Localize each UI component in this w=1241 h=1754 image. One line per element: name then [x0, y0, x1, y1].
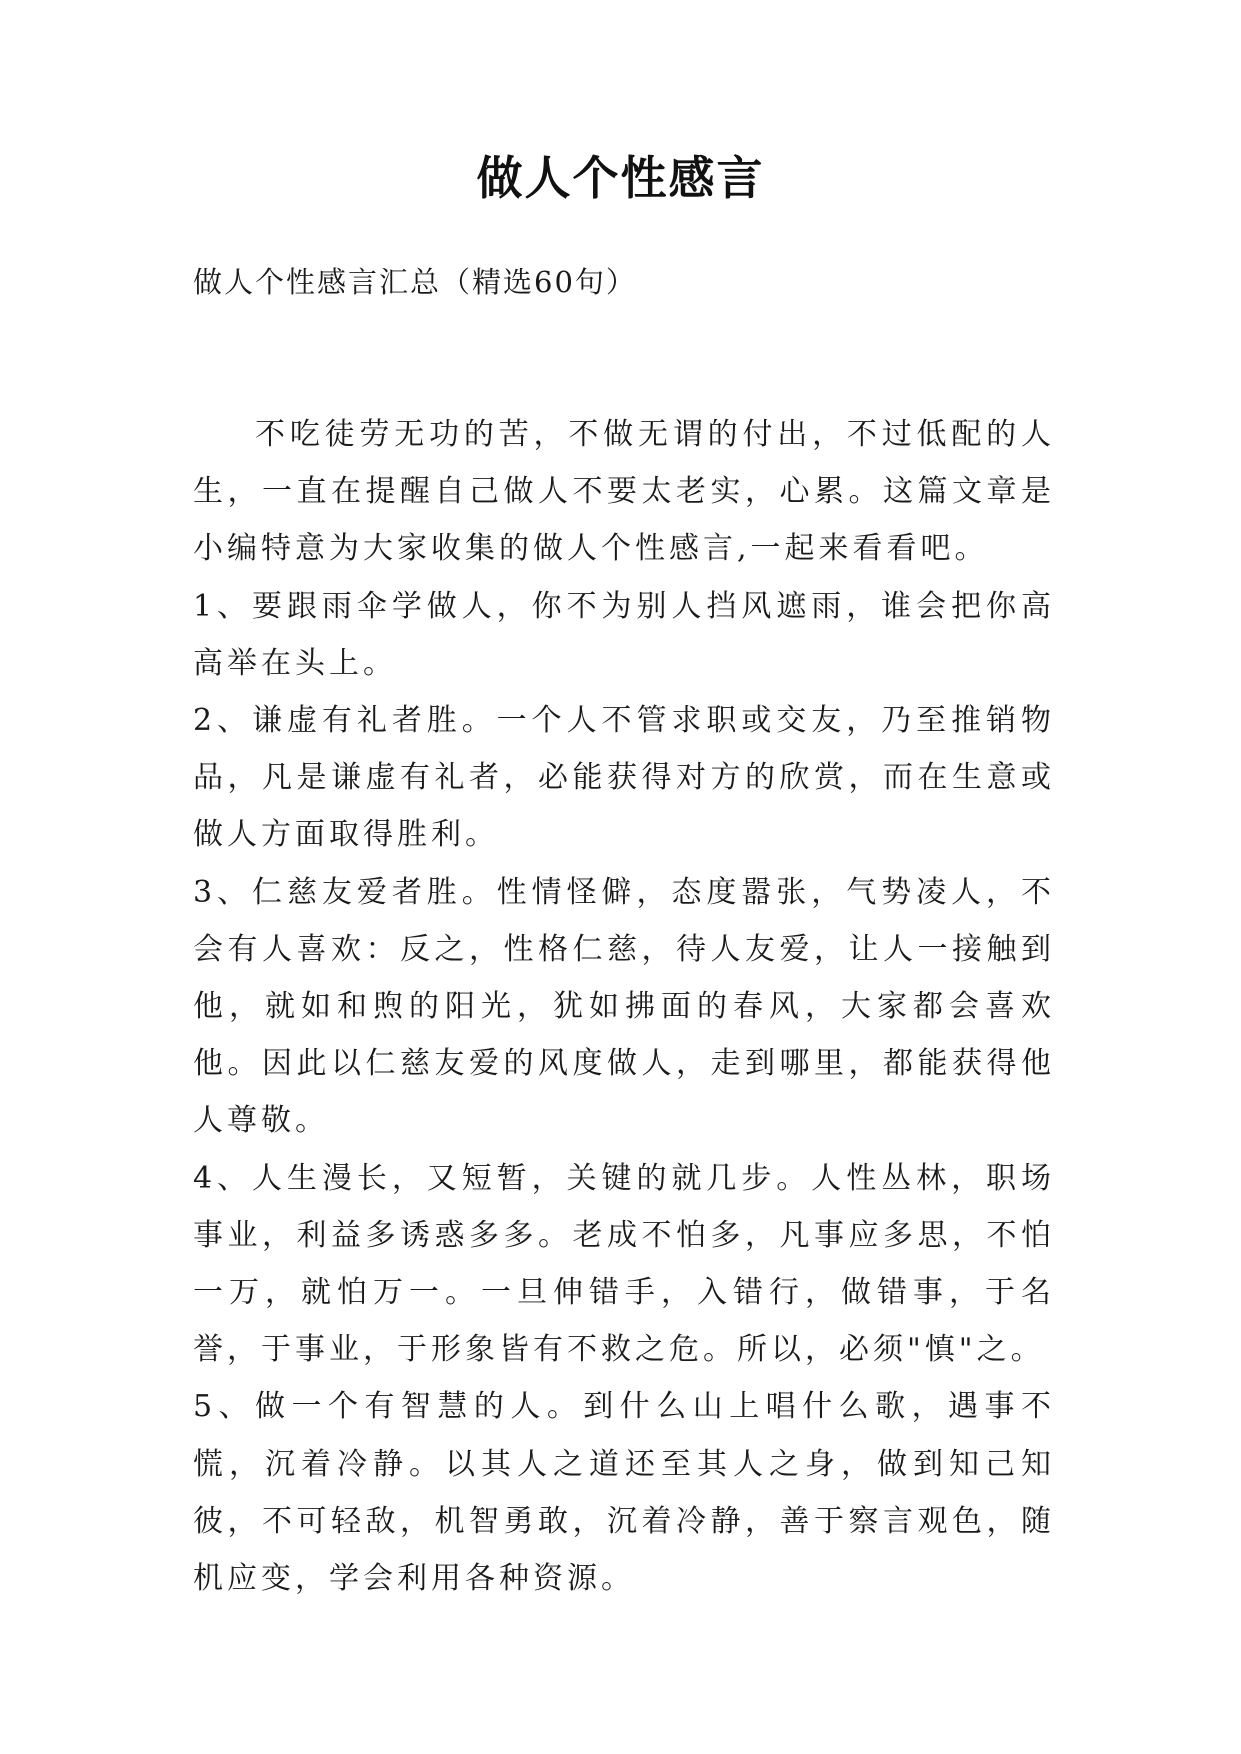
- list-item: 1、要跟雨伞学做人，你不为别人挡风遮雨，谁会把你高高举在头上。: [193, 588, 1055, 681]
- document-body: [193, 406, 1055, 1607]
- document-title: 做人个性感言: [476, 151, 765, 205]
- intro-paragraph: 不吃徒劳无功的苦，不做无谓的付出，不过低配的人生，一直在提醒自己做人不要太老实，心累。这篇文章是小编特意为大家收集的做人个性感言,一起来看看吧。: [193, 417, 1055, 567]
- list-item: 2、谦虚有礼者胜。一个人不管求职或交友，乃至推销物品，凡是谦虚有礼者，必能获得对方的欣赏，而在生意或做人方面取得胜利。: [193, 703, 1055, 853]
- list-item: 3、仁慈友爱者胜。性情怪僻，态度嚣张，气势凌人，不会有人喜欢：反之，性格仁慈，待人友爱，让人一接触到他，就如和煦的阳光，犹如拂面的春风，大家都会喜欢他。因此以仁慈友爱的风度做人，走到哪里，都能获得他人尊敬。: [193, 874, 1055, 1139]
- list-item: 4、人生漫长，又短暂，关键的就几步。人性丛林，职场事业，利益多诱惑多多。老成不怕多，凡事应多思，不怕一万，就怕万一。一旦伸错手，入错行，做错事，于名誉，于事业，于形象皆有不救之危。所以，必须"慎"之。: [193, 1160, 1055, 1368]
- list-item: 5、做一个有智慧的人。到什么山上唱什么歌，遇事不慌，沉着冷静。以其人之道还至其人之身，做到知己知彼，不可轻敌，机智勇敢，沉着冷静，善于察言观色，随机应变，学会利用各种资源。: [193, 1389, 1055, 1597]
- document-subtitle: 做人个性感言汇总（精选60句）: [193, 265, 637, 299]
